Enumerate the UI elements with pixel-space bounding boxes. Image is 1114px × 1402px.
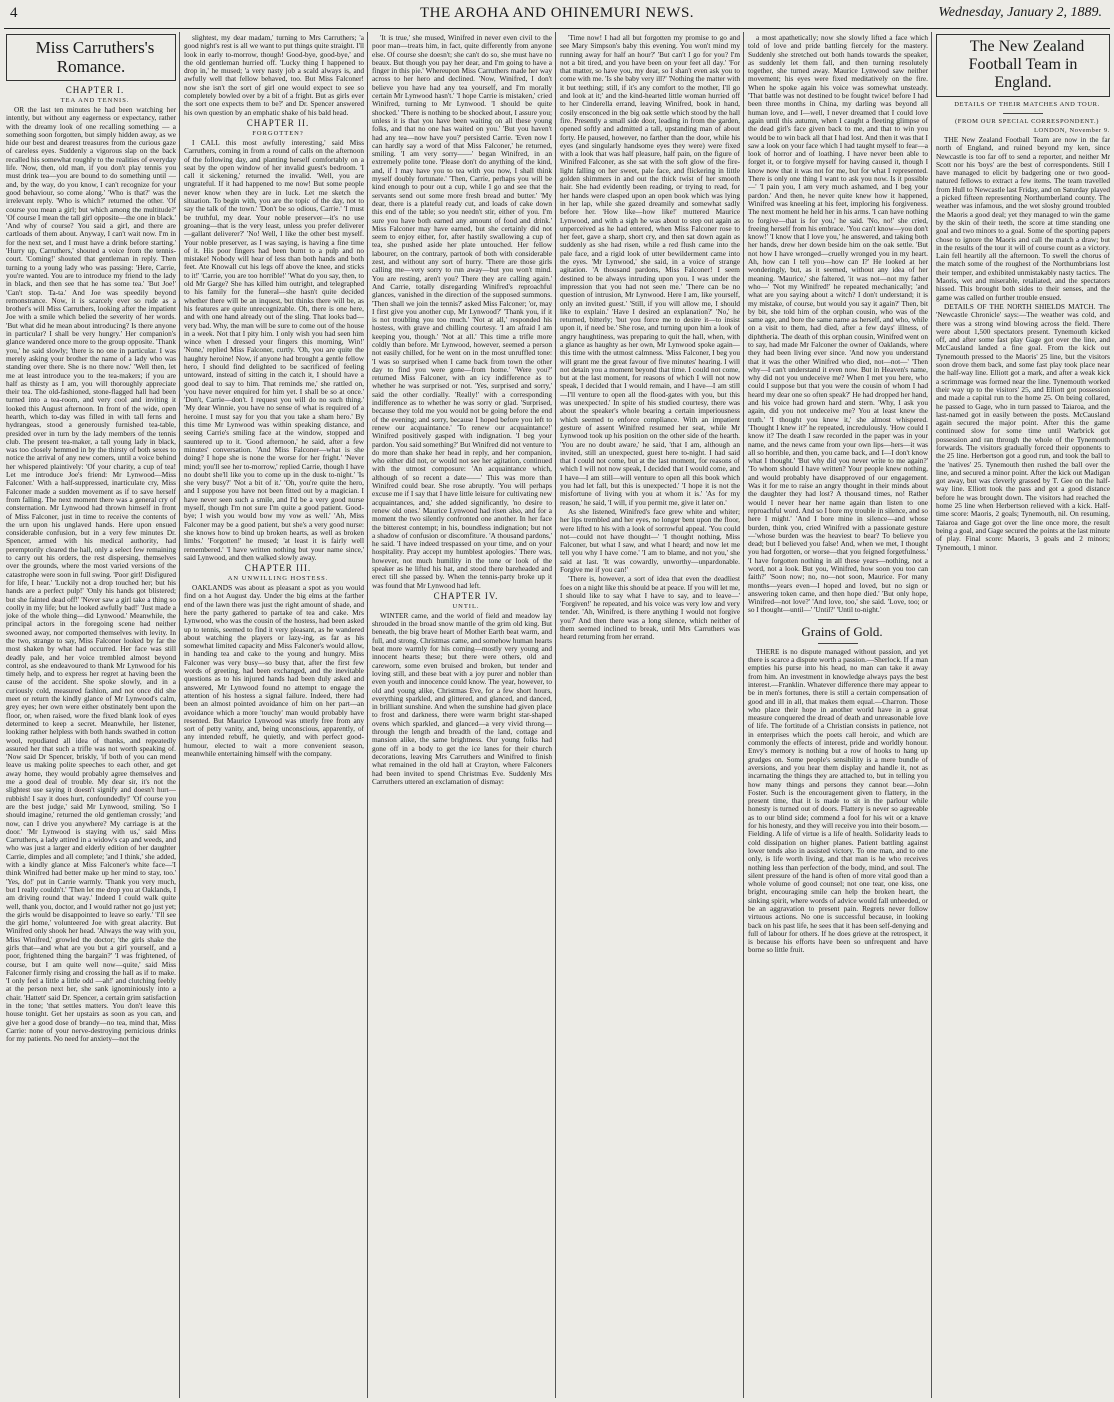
page-header [4, 2, 1110, 29]
story-title: Miss Carruthers's Romance. [35, 38, 155, 76]
column-divider [367, 32, 368, 1398]
column-2 [184, 34, 364, 1398]
column-3 [372, 34, 552, 1398]
chapter-subtitle: AN UNWILLING HOSTESS. [227, 575, 329, 583]
story-text: I CALL this most awfully interesting,' said Miss Carruthers, coming in from a round of calls on the afternoon of the following day, and planting herself comfortably on a seat by the open window of her invalid guest's bedroom. 'I call it sickening,' returned the invalid. 'Well, you are ungrateful. If it had happened to me now! But some people never know when they are in luck. Let me sketch the situation. To begin with, you are the topic of the day, not to say the talk of the town.' 'Don't be so odious, Carrie.' 'I must be truthful, my dear. Your noble preserver—it's no use groaning—that is the very least, unless you prefer deliverer—gallant deliverer?' 'No! Well, I like the other best myself. Your noble preserver, as I was saying, is having a fine time of it. His poor fingers had been burnt to a pulp and no mistake! Nobody will hear of less than both hands and both feet. Ate Knowall cut his legs off above the knee, and sticks to it!' 'Carrie, you are too horrible!' 'What do you say, then, to old Mr Garge? She has killed him outright, and telegraphed to his family for the funeral—she hasn't quite decided whether there will be an inquest, but thinks there will be, as his features are quite unrecognizable. Oh, there is one here, and with one hand already out of the sling. That looks bad—very bad. Why, the man will be sure to come out of the house in a week. Not that I pity him. I only wish you had seen him wince when I dressed your fingers this morning, Win!' 'None,' replied Miss Falconer, curtly. 'Oh, you are quite the haughty heroine! Now, if anyone had brought a gentle fellow hero, I should find delighted to be sacrificed of feeling untoward, instead of sitting in the catch it, I should have a good deal to say to him. That reminds me,' she rattled on, 'you have never enquired for him yet. I shall be so at once.' 'Don't, Carrie—don't. I request you will do no such thing.' 'My dear Winnie, you have no sense of what is required of a heroine. I must say for you that you take a sham hero.' By this time Mr Lynwood was within speaking distance, and seeing Carrie's smiling face at the window, stopped and sauntered up to it. 'Good afternoon,' he said, after a few minutes' conversation. 'And Miss Falconer—what is she doing? I hope she is none the worse for her fright.' 'Never mind; you'll see her to-morrow,' replied Carrie, though I have no doubt she'll like you to come up in the dusk to-night.' 'Is she very busy?' 'Not a bit of it.' 'Oh, you're quite the hero, and I suppose you have not been fitted out by a magician. I have never seen such a smile, and I'd be a very good nurse myself, though I'm not sure I'm quite a good patient. Good-bye; I wish you would bow my vow as well.' 'Ah, Miss Falconer may be a good patient, but she's a very good nurse: she knows how to bind up broken hearts, as well as broken limbs.' 'Forgotten!' he mused; 'at least it is fairly well remembered.' 'I have written nothing but your name since,' said Lynwood, and then walked slowly away. [184, 137, 364, 562]
story-text: 'There is, however, a sort of idea that even the deadliest foes on a night like this should be at peace. If you will let me, I should like to say what I have to say, and to leave—' 'Forgiven!' he repeated, and his voice was very low and very tender. 'Ah, Winifred, is there anything I would not forgive you?' And then there was a long silence, which neither of them seemed inclined to break, until Mrs Carruthers was heard returning from her errand. [560, 574, 740, 642]
article-title: The New Zealand Football Team in England. [968, 38, 1085, 91]
article-subtitle: DETAILS OF THEIR MATCHES AND TOUR. [954, 101, 1100, 108]
section-text: THERE is no dispute managed without passion, and yet there is scarce a dispute worth a passion.—Sherlock. If a man empties his purse into his head, no man can take it away from him. An investment in knowledge always pays the best interest.—Franklin. Whatever difference there may appear to be in men's fortunes, there is still a certain compensation of good and ill in all, that makes them equal.—Charron. Those who place their hope in another world have in a great measure conquered the dread of death and unreasonable love of life. The fortitude of a Christian consists in patience, not in enterprises which the poets call heroic, and which are commonly the effects of interest, pride and worldly honour. Envy's memory is nothing but a row of hooks to hang up grudges on. Some people's sensibility is a mere bundle of aversions, and you hear them display and handle it, not as incarnating the things they are attached to, but in telling you how many things and persons they cannot bear.—John Foster. Such is the encouragement given to flattery, in the present time, that it is made to sit in the parlour while honesty is turned out of doors. Flattery is never so agreeable as to our blind side; commend a fool for his wit or a knave for his honesty, and they will receive you into their bosom.—Fielding. A life of virtue is a life of health. Solidarity leads to cold dissipation on higher planes. Patient battling against lower tends also in assisted victory. To one man, and to one only, is life worth living, and that man is he who receives nothing less than perfection of the body, mind, and soul. The silent pressure of the hand is often of more vital good than a whole volume of good counsel; not one tear, one kiss, one bright, encouraging smile can help the broken heart, the sinking spirit, where words of advice would fall unheeded, or be an aggravation to present pain. Regrets never follow virtuous actions. No one is successful because, in looking back on his past life, he sees that it has been self-denying and full of labour for others. If he does grieve at the retrospect, it is because his efforts have been so unfrequent and have borne so little fruit. [748, 646, 928, 955]
chapter-subtitle: UNTIL. [452, 602, 480, 610]
issue-date: Wednesday, January 2, 1889. [938, 5, 1102, 20]
chapter-heading: CHAPTER II. [246, 117, 310, 128]
chapter-heading: CHAPTER I. [65, 85, 125, 95]
story-text: slightest, my dear madam,' turning to Mrs Carruthers; 'a good night's rest is all we want to put things quite straight. I'll look in early to-morrow, though! Good-bye, good-bye,' and the old gentleman hurried off. 'Lucky thing I happened to drop in,' he mused; 'a very nasty job a scald always is, and awfully well that fellow behaved, too. But Miss Falconer! now she isn't the sort of girl one would expect to see so completely bowled over by a bit of a fright. But as girls ever the sort one expects them to be?' and Dr. Spencer answered his own question by an emphatic shake of his bald head. [184, 34, 364, 117]
chapter-subtitle: FORGOTTEN? [252, 129, 304, 137]
correspondent-note: (FROM OUR SPECIAL CORRESPONDENT.) [954, 118, 1100, 125]
column-4 [560, 34, 740, 1398]
section-title: Grains of Gold. [801, 623, 883, 639]
section-divider [1003, 113, 1043, 114]
section-divider [818, 643, 858, 644]
chapter-heading: CHAPTER IV. [433, 590, 499, 601]
story-text: a most apathetically; now she slowly lifted a face which told of love and pride battling fiercely for the mastery. Suddenly she stretched out both hands towards the speaker, as suddenly let them fall, and then turning resolutely together, she turned away. Maurice Lynwood saw neither movement; his eyes were fixed meditatively on the fire. When he spoke again his voice was somewhat unsteady. 'That battle was not destined to be fought twice! before I had been three months in China, my darling was beyond all human love, and I—well, I never dreamed that I could love again until this autumn, when I caught a fleeting glimpse of the dead girl's face given back to me, and that to win you would be to win back all that I had lost. And then it was that I saw a look on your face which I had taught myself to fear—a look of horror and of loathing. I have never been able to forget it, or to forgive myself for having caused it, though I know now that it was not for me, but for what I represented. There is only one thing I want to ask you now. Is it possible—' 'I pain you, I am very much ashamed, and I beg your pardon.' And then, he never quite knew how it happened, Winifred was kneeling at his feet, imploring his forgiveness. The next moment he held her in his arms. 'I can have nothing to forgive—that is for you,' he said. 'No, no!' she cried, freeing herself from his embrace. 'You can't know—you don't know!' 'I know that I love you,' he answered, and taking both her hands, drew her down beside him on the oak settle. 'But not how I have wronged—cruelly wronged you in my heart. Ah, how can I tell you—how can I?' He looked at her wonderingly, but, as it seemed, without any idea of her meaning. 'Maurice,' she faltered, 'it was not—not my father who—' 'Not my Winifred!' he repeated mechanically; 'and what are you saying about a witch? I don't understand; it is my mistake, of course, but would you say it again?' Then, bit by bit, she told him of the orphan cousin, who was of the same age, and bore the same name as herself, and who, while on a visit to them, had died, after a few days' illness, of diphtheria. The death of this orphan cousin, Winifred went on to say, had made Mr Falconer the owner of Oaklands, where they had been living ever since. 'And now you understand that it was the other Winifred who died, not—not—' 'Then why—I can't understand it even now. But in Heaven's name, why did not you undeceive me? When I met you here, who could I suppose but that you were the cousin of whom I had heard my dear one so often speak?' He had dropped her hand, and his voice had grown hard and stern. 'Why, I ask you again, did you not undeceive me? You at least knew the truth.' 'I thought you knew it,' she almost whispered. 'Thought I knew it?' he repeated, incredulously. 'How could I know it? The death I saw recorded in the paper was in your name, and the news came from your own lips—hers—it was all so horrible, and then, you came back, and I—I don't know what I thought.' 'But why did you never write to me again?' 'To whom should I have written? Your people knew nothing, and would probably have disapproved of our engagement. Was it for me to raise an angry thought in their minds about the daughter they had lost? A thousand times, no! Rather would I never hear her name again than listen to one reproachful word. And so I bore my trouble in silence, and so here I might.' 'And I bore mine in silence—and whose burden, think you, cried Winifred with a passionate gesture—'whose burden was the heaviest to bear? To believe you dead; but I believed you false! And, when we met, I thought you had forgotten, or worse—that you feigned forgetfulness.' 'I have forgotten nothing in all these years—nothing, not a word, not a look. But you, Winifred, how soon you too can faith?' 'Soon now; no, no—not soon, Maurice. For many months—years even—I hoped and loved, but no sign or answering token came, and then hope died.' 'But only hope, Winifred—not love?' 'And love, too,' she said. 'Love, too; or so I thought—until—' 'Until?' 'Until to-night.' [748, 34, 928, 615]
article-text: DETAILS OF THE NORTH SHIELDS MATCH. The 'Newcastle Chronicle' says:—The weather was cold, and there was a strong wind blowing across the field. There were about 1,500 spectators present. Tynemouth kicked off, and after some fast play Gage got over the line, and McCausland landed a fine goal. From the kick out Tynemouth pressed to the Maoris' 25 line, but the visitors soon drove them back, and some fast play took place near the half-way line. Elliott got a mark, and after a weak kick a scrimmage was formed near the line. Tynemouth worked their way up to the visitors' 25, and Elliott got possession and made a capital run to the home 25. On being collared, he passed to Gage, who in turn passed to Taiaroa, and the last-named got in easily between the posts. McCausland again secured the major point. After this the game continued slow for some time until Warbrick got possession and ran through the whole of the Tynemouth forwards. The visitors gradually forced their opponents to the 25 line. Herbertson got a good run, and took the ball to the 'natives' 25. Tynemouth then rushed the ball over the line, and secured a minor point. After the kick out Madigan got away, but was cleverly grassed by T. Gee on the half-way line. Elliott took the pass and got a good distance before he was brought down. The visitors had reached the home 25 line when Herbertson relieved with a kick. Half-time score: Maoris, 2 goals; Tynemouth, nil. On resuming, Taiaroa and Gage got over the line once more, the result being a goal, and Gage secured the points at the last minute of play. Final score: Maoris, 3 goals and 2 minors; Tynemouth, 1 minor. [936, 301, 1110, 552]
article-title-box [936, 34, 1110, 97]
column-divider [179, 32, 180, 1398]
column-divider [931, 32, 932, 1398]
story-text: OR the last ten minutes he had been watching her intently, but without any eagerness or expectancy, rather with the dreamy look of one recalling something — a something soon forgotten, but simply hidden away, as we hide our best and dearest treasures from the curious gaze of careless eyes. Suddenly a vigorous slap on the back recalled his somewhat roughly to the realities of everyday life. 'Now, then, old man, if you don't play tennis you must drink tea—you are bound to do something until — and, by the way, do you know, I can't recognize for your good behaviour, so come along.' 'Who is that?' was the irrelevant reply. 'Who is which?' returned the other. 'Of course you mean a girl; but which among the multitude?' 'Of course I mean the tall girl opposite—the one in black.' 'And why of course? You said a girl, and there are cartloads of them about. Anyway, I can't wait now. I'm in for the next set, and I must have a drink before starting.' 'Hurry up, Carruthers,' shouted a voice from the tennis-court. 'Coming!' shouted that gentleman in reply. Then turning to a young lady who was passing: 'Here, Carrie, you're wanted. You are to introduce my friend to the lady in black, and then see that he has some tea.' 'But Joe!' 'Can't stop. Ta-ta.' And Joe was speedily beyond remonstrance. Now, it is scarcely ever so rude as a brother's will Miss Carruthers, looking after the impatient Joe with a smile which belied the severity of her words. 'But what did he mean about introducing? Is there anyone in particular? I shall be very hungry.' Her companion's glance wandered once more to the group opposite. 'Thank you,' he said slowly; 'there is no one in particular. I was merely asking your brother the name of a lady who was standing over there. She is no there now.' 'Well then, let me at least introduce you to the tea-makers; if you are half as thirsty as I am, you will thoroughly appreciate their tea. The old-fashioned, stone-flagged hall had been turned into a tea-room, and very cool and inviting it looked this August afternoon. In front of the wide, open hearth, which to-day was filled in with tall ferns and hydrangeas, stood a generously furnished tea-table, presided over in turn by the lady members of the tennis club. The present tea-maker, a tall young lady in black, was too closely hemmed in by the thirsty of both sexes to notice the arrival of any new comers, until a voice behind her whispered plaintively: 'Of your charity, a cup of tea! Let me introduce Joe's friend: Mr Lynwood—Miss Falconer.' With a half-suppressed, inarticulate cry, Miss Falconer made a sudden movement as if to save herself from falling. The next moment there was a general cry of consternation. Mr Lynwood had thrown himself in front of Miss Falconer, just in time to receive the contents of the urn upon his unglaved hands. Here upon ensued considerable confusion, but in a very few minutes Dr. Spencer, armed with his medical authority, had peremptorily cleared the hall, only a select few remaining to carry out his orders, the rest dispersing, themselves over the grounds, where the most varied versions of the catastrophe were soon in full swing. 'Poor girl! Disfigured for life, I hear.' 'Luckily not a drop touched her; but his hands are a perfect pulp!' 'Only his hands got blistered; but she fainted dead off!' 'Never saw a girl take a thing so coolly in my life; but he looked awfully bad!' 'Just made a joke of the whole thing—did Lynwood.' Meanwhile, the principal actors in the foregoing scene had neither swooned away, nor comported themselves with levity. In the two, strange to say, Miss Falconer looked by far the most shaken by what had occurred. Her face was still deadly pale, and her voice trembled almost beyond control, as she endeavoured to thank Mr Lynwood for his timely help, and to express her regret at having been the cause of the accident. She spoke slowly, and in a curiously cold, measured fashion, and not once did she meet or return the kindly glance of Mr Lynwood's calm, grey eyes; her own were either obstinately bent upon the floor, or, when raised, wore the fixed blank look of eyes determined to keep a secret. Meanwhile, her listener, looking rather helpless with both hands swathed in cotton wool, repudiated all idea of thanks, and repeatedly assured her that such a trifle was not worth speaking of. 'Now said Dr Spencer, briskly, 'if both of you can mend leave us making polite speeches to each other, and get away home, they would probably agree themselves and me a good deal of trouble. My dear sir, it's not the slightest use saying it doesn't signify and doesn't hurt—rubbish! I say it does hurt, confoundedly!' 'Of course you are the best judge,' said Mr Lynwood, smiling. 'So I should imagine,' returned the old gentleman crossly; 'and now, can I drive you anywhere? My carriage is at the door.' 'Mr Lynwood is staying with us,' said Miss Carruthers, a lady attired in a widow's cap and weeds, and who was just a larger and elderly edition of her daughter Carrie, dimples and all complete; 'and I think,' she added, with a kindly glance at Miss Falconer's white face—'I think Winifred had better make up her mind to stay, too.' 'Yes, do!' put in Carrie warmly. 'Thank you very much, but I really couldn't.' 'Then let me drop you at Oaklands, I am driving round that way.' Indeed I could walk quite well, thank you, doctor, and I would rather not go just yet; the girls would be disappointed to leave so early.' 'I'll see the girl home,' volunteered Joe with great alacrity. But Winifred only shook her head. 'Always the way with you, Miss Winifred,' growled the doctor; 'the girls shake the girls that—and what are you but a girl yourself, and a poor, frightened thing the bargain?' 'I was frightened, of course, but I am quite well now—quite,' said Miss Falconer firmly rising and crossing the hall as if to make. 'I only feel a little a little odd —ah!' and clutching feebly at the person next her, she sank ignominiously into a chair. 'Hattett' said Dr. Spencer, a certain grim satisfaction in the tone; 'that settles matters. You don't leave this house tonight. Get her upstairs as soon as you can, and give her a good dose of brandy—no tea, mind that, Miss Carrie: none of your nerve-destroying pernicious drinks for my patients. No need for anxiety—not the [6, 105, 176, 1044]
story-text: OAKLANDS was about as pleasant a spot as you would find on a hot August day. Under the big elms at the farther end of the lawn there was just the right amount of shade, and here the party gathered to partake of tea and cake. Mrs Lynwood, who was the cousin of the hostess, had been asked up to tennis, seemed to find it very pleasant, as he wandered about watching the players or lazy-ing, as far as his somewhat limited capacity and Miss Falconer's would allow, in handing tea and cake to the young and hungry. Miss Falconer was very busy—so busy that, after the first few words of greeting, had been exchanged, and the inevitable questions as to his injured hands had been duly asked and answered, Mr Lynwood found no attempt to engage the attention of his hostess a signal failure. Indeed, there had been an almost pointed avoidance of him on her part—an avoidance which a more 'touchy' man would probably have resented. But Maurice Lynwood was utterly free from any sort of petty vanity, and, being unconscious, apparently, of any intended rebuff, he quietly, and with perfect good-humour, elected to wait a more convenient season, meanwhile entertaining himself with the company. [184, 583, 364, 759]
section-divider [818, 619, 858, 620]
masthead: THE AROHA AND OHINEMURI NEWS. [419, 5, 695, 21]
page-number: 4 [10, 5, 18, 21]
story-text: 'Time now! I had all but forgotten my promise to go and see Mary Simpson's baby this evening. You won't mind my running away for half an hour?' 'But can't I go for you? I'm not a bit tired, and you have been on your feet all day.' 'For that matter, so have you, my dear, so I shan't even ask you to come with me. 'Is she baby very ill?' 'Nothing the matter with it but teething; still, if it's any comfort to the mother, I'll go and look at it;' and the kind-hearted little woman hurried off to her Cinderella errand, leaving Winifred, book in hand, cosily ensconced in the big oak settle which stood by the hall fire. Presently a small side door, leading in from the garden, opened softly and admitted a tall, upstanding man of about forty. He paused, however, no farther than the door, while his eyes (and singularly handsome eyes they were) were fixed with a look that was half pleasure, half pain, on the figure of Winifred Falconer, as she sat with the soft glow of the fire-light falling on her sweet, pale face, and flickering in little golden shimmers in and out the thick twist of her smooth hair. She had evidently been reading, or trying to read, for her hands were clasped upon an open book which was lying in her lap, while she gazed dreamily and somewhat sadly before her. 'How like—how like!' muttered Maurice Lynwood, and with a sigh he was about to step out again as unperceived as he had entered, when Miss Falconer rose to her feet, gave a sharp, short cry, and then sat down again as suddenly as she had risen, while a red flush came into the pale face, and a rigid look of utter bewilderment came into the eyes. 'Mr Lynwood,' she said, in a voice of strange agitation. 'A thousand pardons, Miss Falconer! I seem destined to be always intruding upon you. I was under the impression that you had not seen me.' 'There can be no question of intrusion, Mr Lynwood. Here I am, like yourself, only an invited guest.' 'Still, if you will allow me, I should like to explain.' 'Have I desired an explanation?' 'No,' he returned, bitterly; 'but you force me to desire it—to insist upon it, if need be.' She rose, and turning upon him a look of angry haughtiness, was preparing to quit the hall, when, with a glance as haughty as her own, Mr Lynwood spoke again—this time with the utmost calmness. 'Miss Falconer, I beg you will grant me the great favour of five minutes' hearing. I will not detain you a moment beyond that time. I could not come, but at the last moment, for reasons of which I will not now speak, I decided that I would remain, and I have—I am still—I'll venture to open all the flood-gates with you, but this was unexpected.' In spite of his studied courtesy, there was about the speaker's whole bearing a certain imperiousness which seemed to enforce compliance. With an impatient gesture of assent Winifred resumed her seat, while Mr Lynwood took up his position on the other side of the hearth. 'You are no doubt aware,' he said, 'that I am, although an invited, still an unexpected, guest here to-night. I had said that I could not come, but at the last moment, for reasons of which I will not now speak, I decided that I would come, and I have—I am still—will venture to open all this book which you had let fall, but this is unexpected.' 'I hope it is not the misfortune of living with you at whom it is.' 'As for my reason,' he said, 'I will, if you permit me, give it later on.' [560, 34, 740, 507]
chapter-subtitle: TEA AND TENNIS. [60, 97, 130, 104]
story-text: WINTER came, and the world of field and meadow lay shrouded in the broad snow mantle of the grim old king. But beneath, the big brave heart of Mother Earth beat warm, and full, and strong. Christmas came, and somehow human hearts beat more warmly for his coming—mostly very young and innocent hearts these; but there were others, old and careworn, some even bruised and broken, but tender and loving still, and these beat with a joy purer and nobler than even youth and innocence could know. The year, however, to old and young alike, Christmas Eve, for a few short hours, everything sparkled, and glittered, and glanced, and danced, in brilliant sunshine. And when the sunshine had given place to frost and darkness, there were warm bright star-shaped ovens which sparkled, and glanced—a very vivid throng—through the length and breadth of the land, cottage and mansion alike, the same brightness. Our young folks had gone off in a body to get the ice lanes for their church decorations, leaving Mrs Carruthers and Winifred to finish what remained in the old hall at Crayton, where Falconers had been invited to spend Christmas Eve. Suddenly Mrs Carruthers uttered an exclamation of dismay: [372, 610, 552, 786]
story-text: 'It is true,' she mused, Winifred in never even civil to the poor man—treats him, in fact, quite differently from anyone else. Of course she doesn't; she can't do so, she must have no beaux. But though you pay her dear, and I'm going to have a finger in this pie.' Whereupon Miss Carruthers made her way across to her hero and declined. 'Now, Winifred, I don't believe you have had any tea yourself, and I'm morally certain Mr Lynwood hasn't.' 'I hope Carrie is mistaken,' cried Winifred, turning to Mr Lynwood. 'I should be quite shocked.' 'There is nothing to be shocked about, I assure you; unless it is that you have been waiting on all these young folks, and that no one has waited on you.' 'But you haven't had any tea—now have you?' persisted Carrie. 'Even now I can hardly say a word of that Miss Falconer,' he returned, smiling. 'I am very sorry——' began Winifred, in an extremely polite tone. 'Please don't do anything of the kind, and, if I may have you to tea with you now, I shall think myself doubly fortunate.' 'Then, Carrie, perhaps you will be kind enough to pour out a cup, while I go and see that the servants send out some more fresh bread and butter.' 'My dear, there is a plateful ready cut, and loads of cake down this end of the table; so you needn't stir, either of you. I'm sure you have both earned any amount of food and drink.' Miss Falconer may have earned, but she certainly did not seem to enjoy either, for, after hastily swallowing a cup of tea, she pushed aside her plate untouched. Her fellow labourer, on the contrary, partook of both with considerable zest, and without any sort of hurry. 'There are those girls calling me—very sorry to run away—but you won't mind. You are resting, aren't you? There they are calling again.' And Carrie, totally disregarding Winifred's reproachful glances, vanished in the direction of the supposed summons. 'Then shall we join the tennis?' asked Miss Falconer; 'or, may I first give you another cup, Mr Lynwood?' 'Thank you, if it is not troubling you too much.' 'Not at all,' responded his hostess, with grave and chilling courtesy. 'I am afraid I am keeping you, though.' 'Not at all.' This time a trifle more coldly than before. Mr Lynwood, however, seemed a person not easily chilled, for he went on in the most unruffled tone: 'I was so surprised when I came back from town the other day to find you were gone—from home.' 'Were you?' returned Miss Falconer, with an icy indifference as to whether he was surprised or not. 'Yes, surprised and sorry,' said the other cordially. 'Really!' with a corresponding indifference as to whether he was sorry or glad. 'Surprised, because they told me you would not be going before the end of the evening; and sorry, because I hoped before you left to renew our acquaintance.' 'To renew our acquaintance!' Winifred positively gasped with indignation. 'I beg your pardon. You said something?' But Winifred did not venture to do more than shake her head in reply, and her companion, who either did not, or would not see her agitation, continued with the utmost composure: 'An acquaintance which, although of so recent a date——' This was more than Winifred could bear. She rose abruptly. 'You will perhaps excuse me if I say that I have little leisure for cultivating new acquaintances, and,' she added significantly, 'no desire to renew old ones.' Maurice Lynwood had risen also, and for a moment the two silently confronted one another. In her face the bitterest contempt; in his, boundless indignation; but not a shadow of confusion or discomfiture. 'A thousand pardons,' he said. 'I have indeed trespassed on your time, and on your hospitality. Pray accept my humblest apologies.' There was, however, not much humility in the tone or look of the speaker as he lifted his hat, and stood there bareheaded and erect till she passed by. When the tennis-party broke up it was found that Mr Lynwood had left. [372, 34, 552, 590]
column-5 [748, 34, 928, 1398]
column-divider [555, 32, 556, 1398]
story-title-box [6, 34, 176, 81]
column-1 [6, 34, 176, 1398]
column-6 [936, 34, 1110, 1398]
dateline: LONDON, November 9. [1033, 127, 1110, 134]
column-divider [743, 32, 744, 1398]
story-text: As she listened, Winifred's face grew white and whiter; her lips trembled and her eyes, no longer bent upon the floor, were lifted to his with a look of sorrowful appeal. 'You could not—could not have thought—' 'I thought nothing, Miss Falconer, but what I saw, and what I heard; and now let me tell you why I have come.' 'I am to blame, and not you,' she said at last. 'It was cowardly, unworthy—unpardonable. Forgive me if you can!' [560, 506, 740, 574]
article-text: THE New Zealand Football Team are now in the far north of England, and ruined beyond my ken, since Newcastle is too far off to send a reporter, and neither Mr Scott nor his 'boys' are the best of correspondents. Still I have managed to elicit by badgering one or two good-natured fellows to extract a few items. The team travelled from Hull to Newcastle last Friday, and on Saturday played a picked fifteen representing Northumberland county. The weather was infamous, and the wet sloshy ground troubled the Maoris a good deal; yet they managed to win the game by the skin of their teeth, the score at time standing one goal and two minors to a goal. Some of the sporting papers chose to ignore the Maoris and call the match a draw; but in the results of the tour it will of course count as a victory. Lain fell heartily all the afternoon. To swell the chorus of the match some of the roughest of the Northumbrians lost their temper, and exhibited unmistakably nasty tactics. The Maoris, wet and miserable, retaliated, and the spectators hissed. This brought both sides to their senses, and the game was called on further trouble ensued. [936, 135, 1110, 302]
chapter-heading: CHAPTER III. [244, 563, 312, 574]
